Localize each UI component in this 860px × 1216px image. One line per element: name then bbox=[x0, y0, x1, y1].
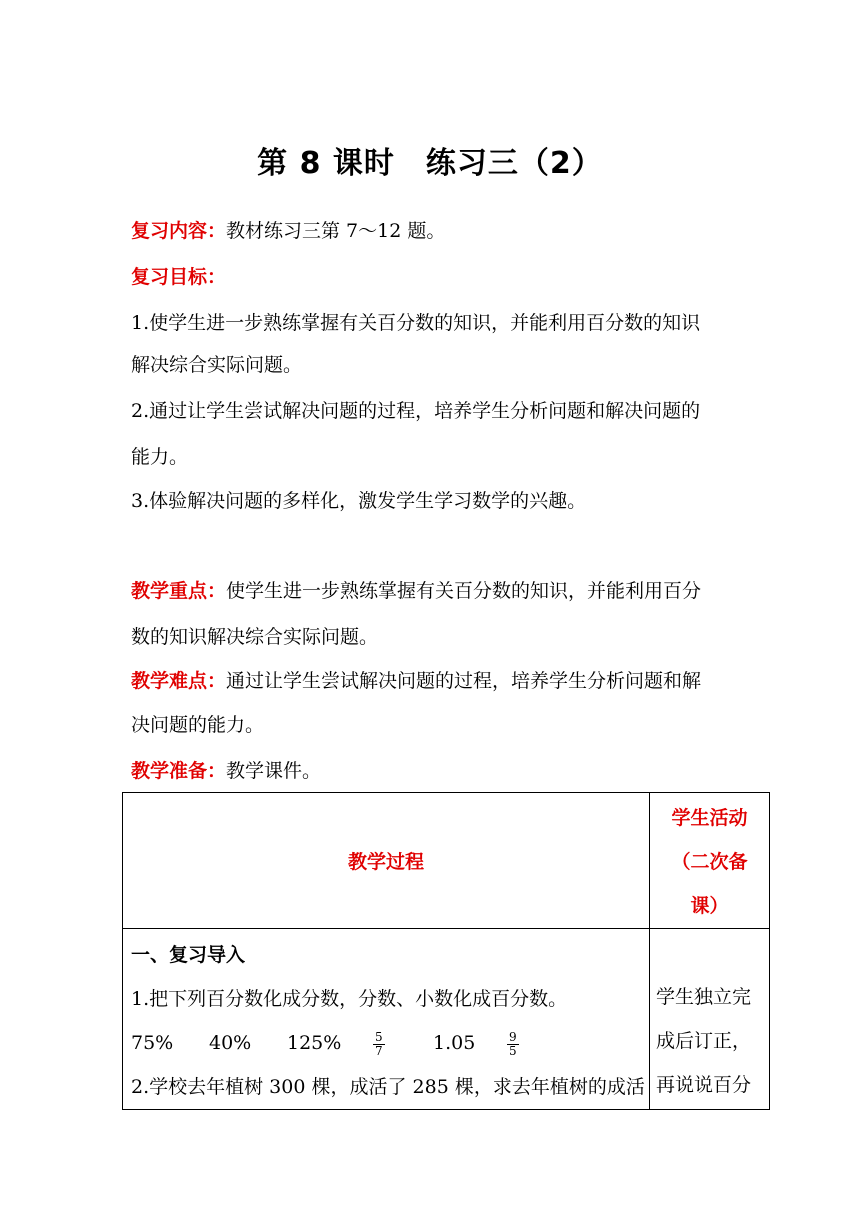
activity-line: 学生独立完 bbox=[656, 986, 752, 1008]
difficulty-label: 教学难点： bbox=[131, 670, 227, 692]
fraction-denominator: 5 bbox=[509, 1043, 517, 1058]
activity-line: 成后订正， bbox=[656, 1030, 752, 1052]
fraction-denominator: 7 bbox=[375, 1043, 383, 1058]
header-side-line: 课） bbox=[690, 895, 729, 917]
header-side-line: （二次备 bbox=[671, 851, 748, 873]
activity-line: 再说说百分 bbox=[656, 1074, 752, 1096]
review-goal-line: 能力。 bbox=[131, 446, 189, 468]
review-goal-line: 2.通过让学生尝试解决问题的过程，培养学生分析问题和解决问题的 bbox=[131, 400, 701, 422]
table-header-row bbox=[123, 793, 770, 929]
key-point-line bbox=[131, 578, 701, 604]
value-item: 40% bbox=[209, 1032, 252, 1054]
header-teaching-process: 教学过程 bbox=[123, 793, 650, 929]
header-student-activity bbox=[650, 793, 770, 929]
value-item: 75% bbox=[131, 1032, 174, 1054]
preparation-line bbox=[131, 758, 321, 784]
header-side-line: 学生活动 bbox=[671, 807, 748, 829]
key-point-line-2: 数的知识解决综合实际问题。 bbox=[131, 626, 379, 648]
review-content-label: 复习内容： bbox=[131, 220, 227, 242]
review-content-line bbox=[131, 218, 445, 244]
question-2: 2.学校去年植树 300 棵，成活了 285 棵，求去年植树的成活 bbox=[131, 1076, 645, 1098]
key-point-text: 使学生进一步熟练掌握有关百分数的知识，并能利用百分 bbox=[226, 580, 702, 602]
review-goal-line: 3.体验解决问题的多样化，激发学生学习数学的兴趣。 bbox=[131, 490, 587, 512]
key-point-label: 教学重点： bbox=[131, 580, 227, 602]
page-title: 第 8 课时 练习三（2） bbox=[257, 146, 603, 181]
review-goal-line: 解决综合实际问题。 bbox=[131, 354, 303, 376]
review-goal-line: 1.使学生进一步熟练掌握有关百分数的知识，并能利用百分数的知识 bbox=[131, 312, 701, 334]
section-heading: 一、复习导入 bbox=[131, 944, 246, 966]
preparation-text: 教学课件。 bbox=[226, 760, 322, 782]
review-content-text: 教材练习三第 7～12 题。 bbox=[226, 220, 446, 242]
table-row bbox=[123, 929, 770, 1110]
fraction-numerator: 5 bbox=[375, 1029, 383, 1044]
process-cell bbox=[123, 929, 650, 1110]
value-item: 1.05 bbox=[433, 1032, 476, 1054]
difficulty-text: 通过让学生尝试解决问题的过程，培养学生分析问题和解 bbox=[226, 670, 702, 692]
question-1: 1.把下列百分数化成分数，分数、小数化成百分数。 bbox=[131, 988, 568, 1010]
review-goals-label: 复习目标： bbox=[131, 266, 227, 288]
preparation-label: 教学准备： bbox=[131, 760, 227, 782]
teaching-process-table bbox=[122, 792, 770, 1110]
fraction-numerator: 9 bbox=[509, 1029, 517, 1044]
student-activity-cell bbox=[650, 929, 770, 1110]
difficulty-line-2: 决问题的能力。 bbox=[131, 714, 265, 736]
fraction bbox=[507, 1031, 519, 1058]
value-item: 125% bbox=[287, 1032, 342, 1054]
values-row bbox=[131, 1021, 649, 1065]
difficulty-line bbox=[131, 668, 701, 694]
review-goals-label-line bbox=[131, 264, 226, 290]
fraction bbox=[373, 1031, 385, 1058]
